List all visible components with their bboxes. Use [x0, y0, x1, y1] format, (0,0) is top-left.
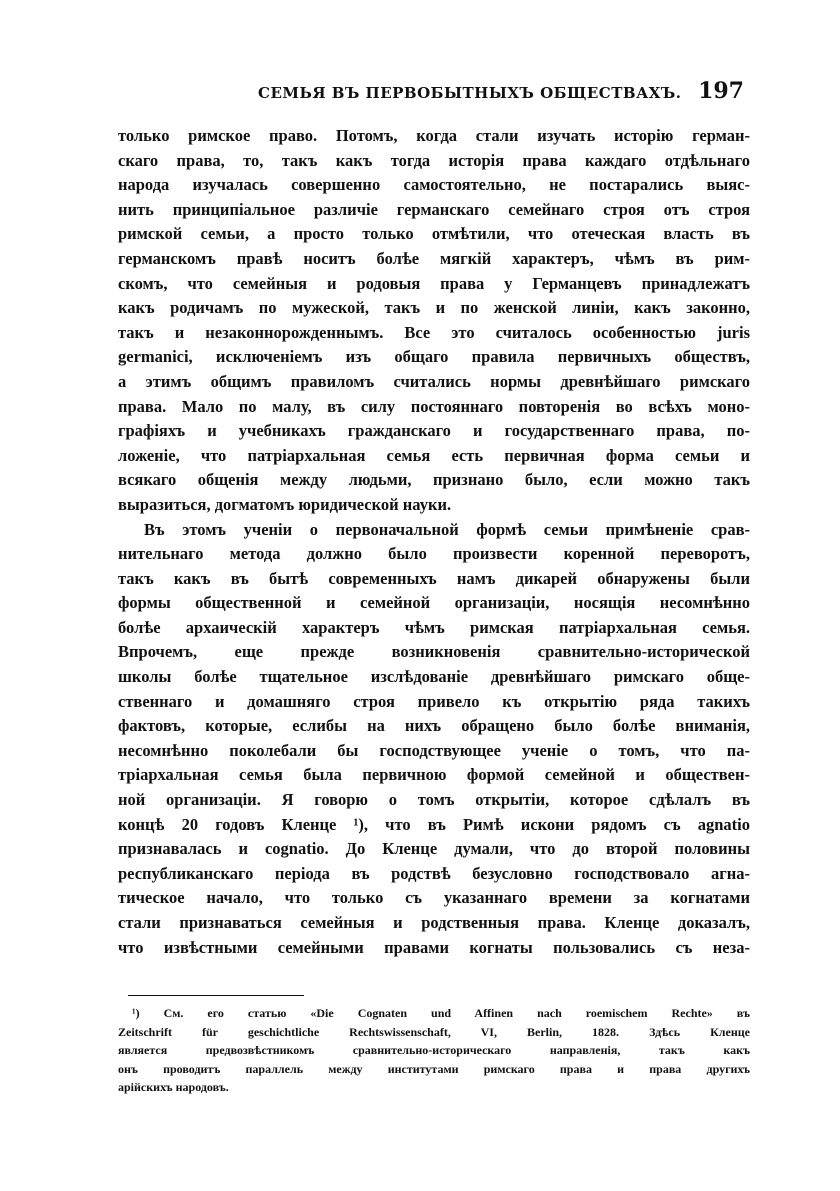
- body-text: [118, 124, 750, 960]
- text-line: концѣ 20 годовъ Кленце ¹), что въ Римѣ искони рядомъ съ agnatio: [118, 814, 750, 834]
- footnote-divider: [128, 995, 304, 996]
- text-line: фактовъ, которые, еслибы на нихъ обращено было болѣе вниманія,: [118, 716, 750, 736]
- text-line: несомнѣнно поколебали бы господствующее ученіе о томъ, что па-: [118, 740, 750, 760]
- text-line: графіяхъ и учебникахъ гражданскаго и государственнаго права, по-: [118, 421, 750, 441]
- text-line: школы болѣе тщательное изслѣдованіе древнѣйшаго римскаго обще-: [118, 667, 750, 687]
- text-line: а этимъ общимъ правиломъ считались нормы древнѣйшаго римскаго: [118, 371, 750, 391]
- text-line: что извѣстными семейными правами когнаты пользовались съ неза-: [118, 937, 750, 957]
- text-line: тическое начало, что только съ указаннаго времени за когнатами: [118, 888, 750, 908]
- text-line: формы общественной и семейной организаціи, носящія несомнѣнно: [118, 593, 750, 613]
- text-line: такъ и незаконнорожденнымъ. Все это считалось особенностью juris: [118, 322, 750, 342]
- footnote-line: Zeitschrift für geschichtliche Rechtswissenschaft, VI, Berlin, 1828. Здѣсь Кленце: [118, 1024, 750, 1039]
- text-line: ложеніе, что патріархальная семья есть первичная форма семьи и: [118, 445, 750, 465]
- text-line: ственнаго и домашняго строя привело къ открытію ряда такихъ: [118, 691, 750, 711]
- footnote-line: онъ проводитъ параллель между институтами римскаго права и права другихъ: [118, 1061, 750, 1076]
- text-line: права. Мало по малу, въ силу постояннаго повторенія во всѣхъ моно-: [118, 396, 750, 416]
- text-line: признавалась и cognatio. До Кленце думали, что до второй половины: [118, 839, 750, 859]
- footnotes: [118, 1004, 750, 1097]
- page-number: 197: [698, 78, 744, 104]
- running-head: СЕМЬЯ ВЪ ПЕРВОБЫТНЫХЪ ОБЩЕСТВАХЪ.: [258, 84, 682, 102]
- footnote-line: ¹) См. его статью «Die Cognaten und Affinen nach roemischem Rechte» въ: [132, 1006, 750, 1020]
- text-line: стали признаваться семейныя и родственныя права. Кленце доказалъ,: [118, 913, 750, 932]
- text-line: выразиться, догматомъ юридической науки.: [118, 494, 452, 514]
- text-line: болѣе архаическій характеръ чѣмъ римская патріархальная семья.: [118, 617, 750, 637]
- footnote-line: арійскихъ народовъ.: [118, 1080, 229, 1095]
- text-line: germanici, исключеніемъ изъ общаго правила первичныхъ обществъ,: [118, 347, 750, 367]
- text-line: народа изучалась совершенно самостоятельно, не постарались выяс-: [118, 175, 750, 195]
- text-line: скаго права, то, такъ какъ тогда исторія права каждаго отдѣльнаго: [118, 150, 750, 170]
- text-line: такъ какъ въ бытѣ современныхъ намъ дикарей обнаружены были: [118, 568, 750, 588]
- text-line: тріархальная семья была первичною формой семейной и обществен-: [118, 765, 750, 785]
- page-header: [118, 78, 750, 108]
- text-line: римской семьи, а просто только отмѣтили, что отеческая власть въ: [118, 224, 750, 244]
- text-line: Въ этомъ ученіи о первоначальной формѣ семьи примѣненіе срав-: [144, 519, 750, 539]
- text-line: нить принципіальное различіе германскаго семейнаго строя отъ строя: [118, 199, 750, 219]
- text-line: скомъ, что семейныя и родовыя права у Германцевъ принадлежатъ: [118, 273, 750, 293]
- text-line: только римское право. Потомъ, когда стали изучать исторію герман-: [118, 126, 750, 145]
- text-line: республиканскаго періода въ родствѣ безусловно господствовало агна-: [118, 863, 750, 883]
- text-line: Впрочемъ, еще прежде возникновенія сравнительно-исторической: [118, 642, 750, 662]
- footnote-line: является предвозвѣстникомъ сравнительно-историческаго направленія, такъ какъ: [118, 1043, 750, 1058]
- text-line: ной организаціи. Я говорю о томъ открытіи, которое сдѣлалъ въ: [118, 790, 750, 810]
- text-line: германскомъ правѣ носитъ болѣе мягкій характеръ, чѣмъ въ рим-: [118, 248, 750, 268]
- text-line: всякаго общенія между людьми, признано было, если можно такъ: [118, 470, 750, 490]
- text-line: нительнаго метода должно было произвести коренной переворотъ,: [118, 544, 750, 564]
- text-line: какъ родичамъ по мужеской, такъ и по женской линіи, какъ законно,: [118, 298, 750, 318]
